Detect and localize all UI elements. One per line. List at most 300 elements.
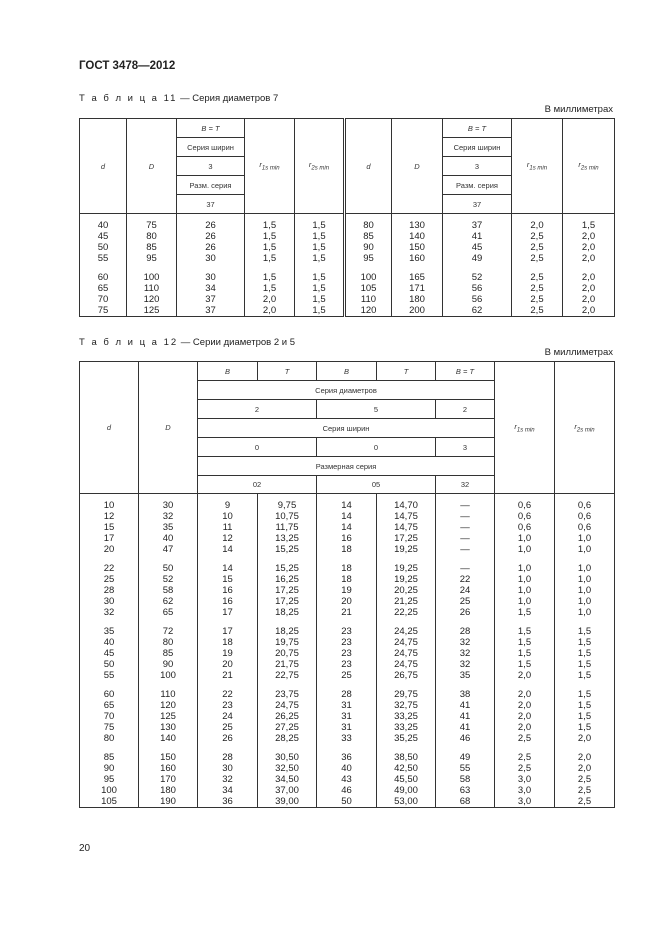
table-cell: 10 (198, 511, 258, 522)
table-cell: 1,0 (555, 574, 615, 585)
table-cell: 1,0 (555, 607, 615, 618)
t11-h-r1: $r_{1s min}$ (245, 119, 295, 214)
table-11 (79, 118, 615, 317)
table-cell: 24,75 (377, 637, 436, 648)
table-cell: 95 (127, 253, 177, 264)
table-cell: 58 (139, 585, 198, 596)
table-cell: 12 (80, 511, 139, 522)
table-cell: 160 (139, 763, 198, 774)
row-gap (80, 744, 615, 752)
table-cell: 19 (198, 648, 258, 659)
table-cell: — (436, 522, 495, 533)
t12-h-r2: $r_{2s min}$ (555, 362, 615, 494)
t12-h-ds3: 2 (436, 400, 495, 419)
table-cell: 16 (198, 596, 258, 607)
table-cell: 70 (80, 294, 127, 305)
table-cell: 12 (198, 533, 258, 544)
table-row (80, 796, 615, 808)
table-cell: 50 (139, 563, 198, 574)
table-cell: 26,75 (377, 670, 436, 681)
table-cell: 35 (80, 626, 139, 637)
t11-h-width-series: Серия ширин (177, 138, 245, 157)
table-cell: 25 (436, 596, 495, 607)
table-cell: 80 (345, 214, 392, 232)
table-cell: 1,5 (555, 670, 615, 681)
t12-h-t1: T (258, 362, 317, 381)
table-cell: 58 (436, 774, 495, 785)
table-cell: 9,75 (258, 494, 317, 512)
table-11-units: В миллиметрах (544, 104, 613, 115)
table-cell: 9 (198, 494, 258, 512)
table-cell: 13,25 (258, 533, 317, 544)
table-cell: 52 (443, 272, 512, 283)
table-cell: 1,5 (295, 305, 345, 317)
table-cell: 32,50 (258, 763, 317, 774)
t11-body (80, 214, 615, 317)
table-cell: 32 (436, 637, 495, 648)
table-cell: 21,75 (258, 659, 317, 670)
row-gap (80, 681, 615, 689)
table-cell: 55 (80, 253, 127, 264)
table-cell: 2,0 (512, 214, 563, 232)
table-cell: 49,00 (377, 785, 436, 796)
table-cell: 1,5 (295, 214, 345, 232)
table-row (80, 563, 615, 574)
table-cell: 2,5 (512, 272, 563, 283)
table-cell: 105 (80, 796, 139, 808)
table-row (80, 700, 615, 711)
table-cell: 11 (198, 522, 258, 533)
table-cell: 2,5 (555, 774, 615, 785)
table-cell: 2,0 (563, 272, 615, 283)
table-cell: 20 (80, 544, 139, 555)
table-cell: 17,25 (258, 585, 317, 596)
t12-h-diam-series: Серия диаметров (198, 381, 495, 400)
table-cell: 100 (345, 272, 392, 283)
t11-h-D-right: D (392, 119, 443, 214)
table-cell: 17 (198, 607, 258, 618)
table-cell: 55 (436, 763, 495, 774)
table-cell: 17,25 (377, 533, 436, 544)
table-12-title: — Серии диаметров 2 и 5 (178, 337, 296, 348)
table-cell: 18 (198, 637, 258, 648)
table-cell: 85 (127, 242, 177, 253)
t12-h-width-series: Серия ширин (198, 419, 495, 438)
table-cell: 14,70 (377, 494, 436, 512)
table-cell: 45 (80, 231, 127, 242)
table-cell: 14,75 (377, 522, 436, 533)
t11-h-dim-value-right: 37 (443, 195, 512, 214)
table-row (80, 596, 615, 607)
table-cell: 1,5 (555, 711, 615, 722)
table-cell: 31 (317, 700, 377, 711)
table-cell: 90 (80, 763, 139, 774)
table-cell: 1,5 (295, 283, 345, 294)
table-cell: 31 (317, 722, 377, 733)
table-cell: 62 (443, 305, 512, 317)
table-cell: 36 (317, 752, 377, 763)
table-cell: 30 (198, 763, 258, 774)
table-cell: 0,6 (555, 494, 615, 512)
table-12 (79, 361, 615, 808)
table-cell: 22 (436, 574, 495, 585)
table-cell: 18,25 (258, 607, 317, 618)
table-cell: — (436, 544, 495, 555)
table-cell: 150 (139, 752, 198, 763)
table-cell: 15,25 (258, 563, 317, 574)
table-cell: 46 (436, 733, 495, 744)
t11-h-dim-series-right: Разм. серия (443, 176, 512, 195)
table-cell: 95 (345, 253, 392, 264)
table-cell: 80 (139, 637, 198, 648)
t11-h-dim-series: Разм. серия (177, 176, 245, 195)
table-cell: 2,5 (512, 231, 563, 242)
table-cell: 125 (139, 711, 198, 722)
table-cell: 2,5 (555, 796, 615, 808)
table-cell: 180 (392, 294, 443, 305)
table-cell: 28,25 (258, 733, 317, 744)
row-gap (80, 618, 615, 626)
table-cell: 23 (317, 648, 377, 659)
table-cell: 32 (198, 774, 258, 785)
table-cell: 16 (198, 585, 258, 596)
table-cell: 14 (317, 511, 377, 522)
table-cell: 23 (317, 626, 377, 637)
table-cell: 17 (80, 533, 139, 544)
table-cell: 20,75 (258, 648, 317, 659)
table-cell: 2,5 (555, 785, 615, 796)
t11-h-d-right: d (345, 119, 392, 214)
table-cell: 1,5 (495, 659, 555, 670)
table-cell: 170 (139, 774, 198, 785)
table-cell: 33,25 (377, 722, 436, 733)
table-cell: 28 (317, 689, 377, 700)
table-cell: 1,0 (555, 585, 615, 596)
table-cell: 34 (177, 283, 245, 294)
table-row (80, 494, 615, 512)
table-cell: 49 (436, 752, 495, 763)
t12-h-dm3: 32 (436, 476, 495, 494)
table-cell: 90 (345, 242, 392, 253)
table-cell: 75 (127, 214, 177, 232)
t11-h-r1-right: $r_{1s min}$ (512, 119, 563, 214)
table-row (80, 305, 615, 317)
table-cell: 30 (177, 253, 245, 264)
table-cell: 1,5 (245, 231, 295, 242)
table-row (80, 689, 615, 700)
table-cell: 2,5 (512, 283, 563, 294)
table-cell: 55 (80, 670, 139, 681)
table-cell: 65 (80, 700, 139, 711)
table-cell: 30 (139, 494, 198, 512)
table-cell: 40 (80, 214, 127, 232)
table-cell: 1,5 (245, 283, 295, 294)
table-cell: 34 (198, 785, 258, 796)
table-cell: 19,75 (258, 637, 317, 648)
table-cell: 1,0 (495, 585, 555, 596)
table-cell: 65 (139, 607, 198, 618)
table-cell: 72 (139, 626, 198, 637)
table-cell: 1,5 (295, 231, 345, 242)
table-cell: 100 (139, 670, 198, 681)
table-cell: 1,5 (555, 689, 615, 700)
table-cell: 35,25 (377, 733, 436, 744)
table-cell: 95 (80, 774, 139, 785)
table-cell: — (436, 511, 495, 522)
t12-h-ds2: 5 (317, 400, 436, 419)
table-12-units: В миллиметрах (544, 347, 613, 358)
table-cell: 30,50 (258, 752, 317, 763)
t12-body (80, 494, 615, 808)
t11-h-dim-value: 37 (177, 195, 245, 214)
table-cell: 130 (139, 722, 198, 733)
table-cell: 70 (80, 711, 139, 722)
table-cell: 18 (317, 574, 377, 585)
table-cell: 20 (317, 596, 377, 607)
table-row (80, 774, 615, 785)
table-cell: 28 (436, 626, 495, 637)
table-cell: 1,5 (295, 294, 345, 305)
table-cell: 60 (80, 272, 127, 283)
table-cell: 90 (139, 659, 198, 670)
table-cell: 21 (198, 670, 258, 681)
table-cell: 26 (436, 607, 495, 618)
table-cell: 1,5 (555, 659, 615, 670)
table-cell: 1,0 (495, 563, 555, 574)
row-gap (80, 264, 615, 272)
table-cell: 2,5 (495, 752, 555, 763)
table-cell: — (436, 563, 495, 574)
table-cell: 40 (317, 763, 377, 774)
table-row (80, 659, 615, 670)
table-cell: 25 (198, 722, 258, 733)
table-cell: 37,00 (258, 785, 317, 796)
table-cell: 15 (198, 574, 258, 585)
table-cell: 2,0 (555, 752, 615, 763)
t12-h-ws1: 0 (198, 438, 317, 457)
table-cell: 38,50 (377, 752, 436, 763)
table-cell: 39,00 (258, 796, 317, 808)
table-cell: 160 (392, 253, 443, 264)
table-cell: 120 (127, 294, 177, 305)
table-cell: 15 (80, 522, 139, 533)
table-row (80, 670, 615, 681)
page-number: 20 (79, 843, 91, 854)
table-cell: 31 (317, 711, 377, 722)
table-row (80, 785, 615, 796)
table-row (80, 574, 615, 585)
table-cell: 33 (317, 733, 377, 744)
table-cell: 2,0 (555, 763, 615, 774)
table-cell: 1,0 (495, 544, 555, 555)
table-row (80, 607, 615, 618)
table-cell: 62 (139, 596, 198, 607)
table-cell: 2,0 (563, 283, 615, 294)
table-cell: 30 (80, 596, 139, 607)
table-cell: 32 (139, 511, 198, 522)
table-cell: 130 (392, 214, 443, 232)
t11-h-width-series-right: Серия ширин (443, 138, 512, 157)
table-cell: 26 (198, 733, 258, 744)
table-cell: 63 (436, 785, 495, 796)
table-11-label: Т а б л и ц а 11 (79, 93, 178, 104)
table-cell: 140 (392, 231, 443, 242)
table-cell: 19,25 (377, 544, 436, 555)
table-cell: 25 (317, 670, 377, 681)
table-row (80, 637, 615, 648)
table-cell: 26,25 (258, 711, 317, 722)
table-row (80, 763, 615, 774)
table-cell: 120 (345, 305, 392, 317)
table-cell: 68 (436, 796, 495, 808)
t12-h-dim-series: Размерная серия (198, 457, 495, 476)
table-cell: 26 (177, 231, 245, 242)
table-cell: 40 (139, 533, 198, 544)
table-12-label: Т а б л и ц а 12 (79, 337, 179, 348)
table-cell: 16 (317, 533, 377, 544)
table-cell: 150 (392, 242, 443, 253)
table-cell: 43 (317, 774, 377, 785)
table-cell: 24,75 (377, 648, 436, 659)
table-cell: 2,0 (563, 294, 615, 305)
table-11-caption (79, 93, 278, 104)
table-cell: 120 (139, 700, 198, 711)
table-cell: 1,0 (555, 563, 615, 574)
table-cell: 14 (317, 522, 377, 533)
table-row (80, 272, 615, 283)
table-cell: 2,0 (495, 670, 555, 681)
table-row (80, 722, 615, 733)
table-cell: 45 (443, 242, 512, 253)
table-cell: 1,0 (495, 533, 555, 544)
table-cell: 1,5 (563, 214, 615, 232)
table-cell: — (436, 494, 495, 512)
t12-h-dm2: 05 (317, 476, 436, 494)
table-row (80, 242, 615, 253)
table-cell: 2,0 (563, 305, 615, 317)
t11-h-r2: $r_{2s min}$ (295, 119, 345, 214)
table-cell: 80 (80, 733, 139, 744)
table-cell: 27,25 (258, 722, 317, 733)
table-cell: 56 (443, 294, 512, 305)
table-cell: 34,50 (258, 774, 317, 785)
table-cell: 46 (317, 785, 377, 796)
table-12-caption (79, 337, 295, 348)
table-cell: 32 (436, 659, 495, 670)
table-cell: 24,75 (258, 700, 317, 711)
document-header: ГОСТ 3478—2012 (79, 60, 176, 72)
table-cell: 49 (443, 253, 512, 264)
table-cell: 22,25 (377, 607, 436, 618)
table-cell: 15,25 (258, 544, 317, 555)
t12-h-D: D (139, 362, 198, 494)
t11-h-bt-right: B = T (443, 119, 512, 138)
table-cell: 52 (139, 574, 198, 585)
table-row (80, 214, 615, 232)
table-cell: 3,0 (495, 796, 555, 808)
table-cell: 50 (80, 242, 127, 253)
table-cell: 50 (80, 659, 139, 670)
t12-h-bt: B = T (436, 362, 495, 381)
table-cell: 38 (436, 689, 495, 700)
table-cell: 0,6 (495, 522, 555, 533)
table-cell: 2,5 (512, 242, 563, 253)
table-cell: 19,25 (377, 574, 436, 585)
table-cell: 37 (443, 214, 512, 232)
table-cell: 41 (436, 700, 495, 711)
table-cell: 140 (139, 733, 198, 744)
table-cell: 35 (139, 522, 198, 533)
t11-h-width-value-right: 3 (443, 157, 512, 176)
t12-h-b1: B (198, 362, 258, 381)
table-cell: 0,6 (495, 511, 555, 522)
table-cell: 41 (443, 231, 512, 242)
table-cell: 24 (436, 585, 495, 596)
t11-h-r2-right: $r_{2s min}$ (563, 119, 615, 214)
table-cell: 18 (317, 544, 377, 555)
table-cell: 2,0 (555, 733, 615, 744)
table-row (80, 231, 615, 242)
t12-h-ws2: 0 (317, 438, 436, 457)
table-cell: 125 (127, 305, 177, 317)
table-row (80, 533, 615, 544)
table-cell: 24,75 (377, 659, 436, 670)
table-cell: 0,6 (495, 494, 555, 512)
table-row (80, 544, 615, 555)
table-cell: 80 (127, 231, 177, 242)
table-cell: 40 (80, 637, 139, 648)
t11-h-width-value: 3 (177, 157, 245, 176)
table-cell: 1,5 (245, 253, 295, 264)
table-cell: 14 (198, 544, 258, 555)
table-cell: 47 (139, 544, 198, 555)
table-row (80, 711, 615, 722)
table-cell: 19,25 (377, 563, 436, 574)
table-cell: 1,5 (245, 272, 295, 283)
table-cell: 85 (80, 752, 139, 763)
table-cell: 190 (139, 796, 198, 808)
table-cell: 1,5 (495, 648, 555, 659)
table-cell: 1,0 (555, 544, 615, 555)
table-cell: 50 (317, 796, 377, 808)
table-cell: 14 (317, 494, 377, 512)
table-cell: 1,5 (555, 637, 615, 648)
table-cell: 23 (317, 637, 377, 648)
table-cell: 2,0 (495, 689, 555, 700)
table-cell: 20 (198, 659, 258, 670)
table-cell: 14 (198, 563, 258, 574)
table-cell: 25 (80, 574, 139, 585)
table-row (80, 283, 615, 294)
t12-h-ws3: 3 (436, 438, 495, 457)
table-cell: 1,5 (555, 648, 615, 659)
table-cell: 165 (392, 272, 443, 283)
table-cell: 3,0 (495, 785, 555, 796)
table-cell: 1,5 (555, 626, 615, 637)
table-cell: 2,0 (495, 700, 555, 711)
table-cell: 2,0 (245, 294, 295, 305)
table-cell: 23 (198, 700, 258, 711)
table-cell: 24 (198, 711, 258, 722)
table-cell: 53,00 (377, 796, 436, 808)
table-cell: 14,75 (377, 511, 436, 522)
table-cell: 180 (139, 785, 198, 796)
table-row (80, 733, 615, 744)
table-cell: 1,5 (295, 272, 345, 283)
table-cell: 26 (177, 214, 245, 232)
t12-h-r1: $r_{1s min}$ (495, 362, 555, 494)
table-cell: 171 (392, 283, 443, 294)
